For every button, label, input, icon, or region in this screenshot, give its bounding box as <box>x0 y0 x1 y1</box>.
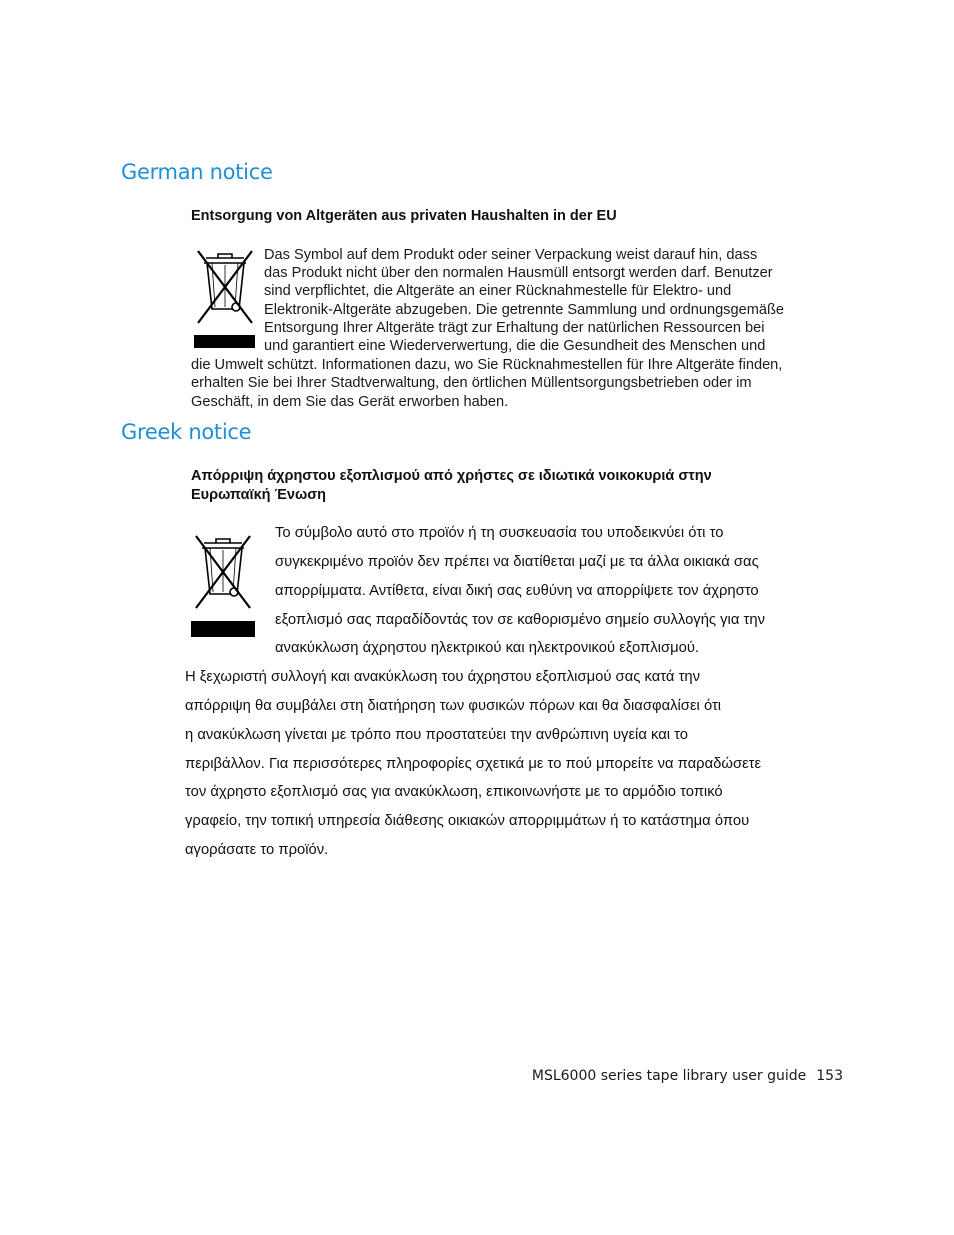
crossed-out-wheelie-bin-icon <box>192 243 256 327</box>
greek-text-line: απόρριψη θα συμβάλει στη διατήρηση των φυσικών πόρων και θα διασφαλίσει ότι <box>185 698 722 714</box>
greek-text-line: συγκεκριμένο προϊόν δεν πρέπει να διατίθεται μαζί με τα άλλα οικιακά σας <box>275 554 759 570</box>
weee-symbol-german <box>192 243 256 349</box>
greek-text-line: αγοράσατε το προϊόν. <box>185 842 329 858</box>
greek-text-line: απορρίμματα. Αντίθετα, είναι δική σας ευθύνη να απορρίψετε τον άχρηστο <box>275 583 759 599</box>
page-footer <box>532 1068 843 1084</box>
greek-text-line: η ανακύκλωση γίνεται με τρόπο που προστατεύει την ανθρώπινη υγεία και το <box>185 727 689 743</box>
greek-text-line: εξοπλισμό σας παραδίδοντάς τον σε καθορισμένο σημείο συλλογής για την <box>275 612 765 628</box>
german-text-line: Das Symbol auf dem Produkt oder seiner Verpackung weist darauf hin, dass <box>264 247 758 263</box>
greek-notice-subheading: Απόρριψη άχρηστου εξοπλισμού από χρήστες σε ιδιωτικά νοικοκυριά στην <box>191 468 712 484</box>
german-text-line: und garantiert eine Wiederverwertung, die die Gesundheit des Menschen und <box>264 338 766 354</box>
crossed-out-wheelie-bin-icon <box>188 528 256 612</box>
greek-text-line: τον άχρηστο εξοπλισμό σας για ανακύκλωση, επικοινωνήστε με το αρμόδιο τοπικό <box>185 784 723 800</box>
weee-black-bar <box>191 621 255 637</box>
greek-notice-subheading-continued: Ευρωπαϊκή Ένωση <box>191 487 326 503</box>
german-text-line: Elektronik-Altgeräte abzugeben. Die getrennte Sammlung und ordnungsgemäße <box>264 302 785 318</box>
german-text-line: Entsorgung Ihrer Altgeräte trägt zur Erhaltung der natürlichen Ressourcen bei <box>264 320 765 336</box>
greek-text-line: Το σύμβολο αυτό στο προϊόν ή τη συσκευασία του υποδεικνύει ότι το <box>275 525 724 541</box>
greek-text-line: περιβάλλον. Για περισσότερες πληροφορίες σχετικά με το πού μπορείτε να παραδώσετε <box>185 756 762 772</box>
german-text-line: das Produkt nicht über den normalen Hausmüll entsorgt werden darf. Benutzer <box>264 265 773 281</box>
german-notice-subheading: Entsorgung von Altgeräten aus privaten Haushalten in der EU <box>191 208 617 224</box>
greek-text-line: Η ξεχωριστή συλλογή και ανακύκλωση του άχρηστου εξοπλισμού σας κατά την <box>185 669 701 685</box>
german-notice-heading: German notice <box>121 160 273 184</box>
greek-text-line: γραφείο, την τοπική υπηρεσία διάθεσης οικιακών απορριμμάτων ή το κατάστημα όπου <box>185 813 750 829</box>
german-text-line: die Umwelt schützt. Informationen dazu, wo Sie Rücknahmestellen für Ihre Altgeräte finden, <box>191 357 783 373</box>
weee-black-bar <box>194 335 255 348</box>
footer-title: MSL6000 series tape library user guide <box>531 1068 807 1084</box>
greek-text-line: ανακύκλωση άχρηστου ηλεκτρικού και ηλεκτρονικού εξοπλισμού. <box>275 640 700 656</box>
german-text-line: erhalten Sie bei Ihrer Stadtverwaltung, den örtlichen Müllentsorgungsbetrieben oder im <box>191 375 752 391</box>
page-number: 153 <box>816 1068 843 1084</box>
german-text-line: Geschäft, in dem Sie das Gerät erworben haben. <box>191 394 509 410</box>
german-text-line: sind verpflichtet, die Altgeräte an einer Rücknahmestelle für Elektro- und <box>264 283 732 299</box>
weee-symbol-greek <box>188 528 256 640</box>
greek-notice-heading: Greek notice <box>121 420 252 444</box>
